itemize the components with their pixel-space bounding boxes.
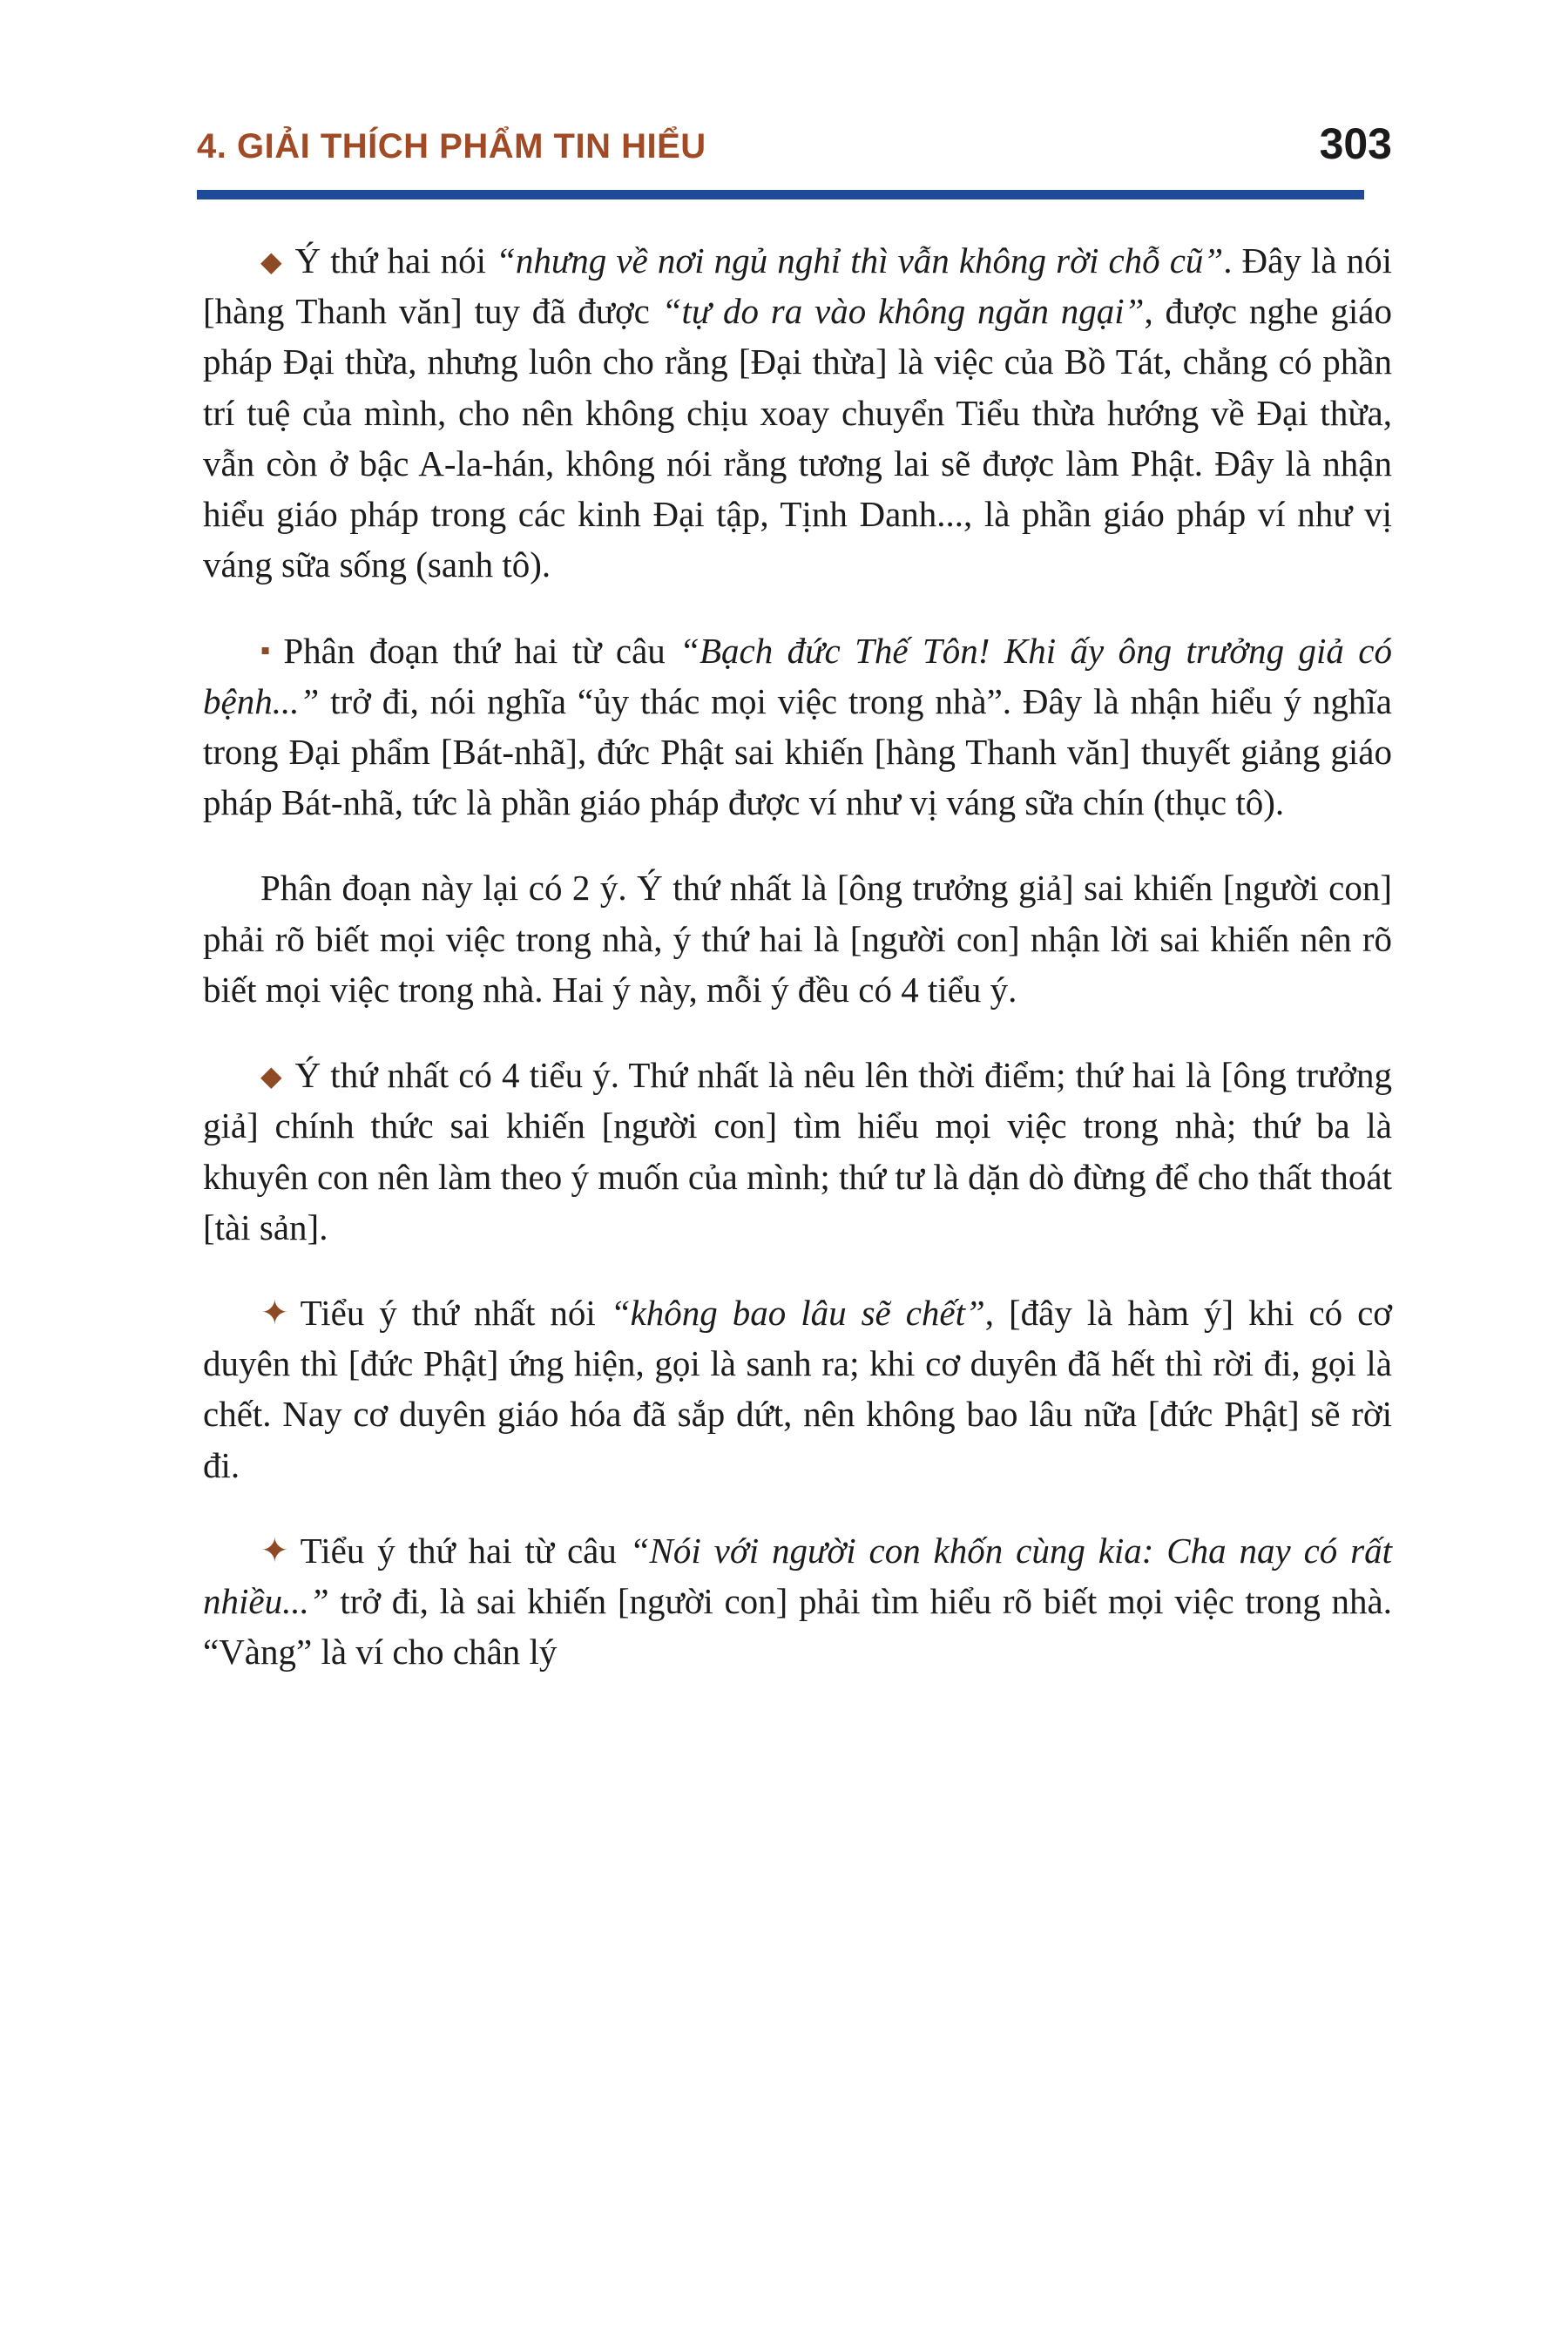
body-text-run: Tiểu ý thứ nhất nói bbox=[300, 1292, 611, 1333]
paragraph bbox=[203, 1288, 1392, 1490]
paragraph bbox=[203, 235, 1392, 591]
quoted-italic-text: “tự do ra vào không ngăn ngại” bbox=[661, 291, 1145, 332]
paragraph bbox=[203, 862, 1392, 1015]
body-text-run: , được nghe giáo pháp Đại thừa, nhưng luôn cho rằng [Đại thừa] là việc của Bồ Tát, chẳng có phần trí tuệ của mình, cho nên không chịu xoay chuyển Tiểu thừa hướng về Đại thừa, vẫn còn ở bậc A-la-hán, không nói rằng tương lai sẽ được làm Phật. Đây là nhận hiểu giáo pháp trong các kinh Đại tập, Tịnh Danh..., là phần giáo pháp ví như vị váng sữa sống (sanh tô). bbox=[203, 291, 1392, 585]
quoted-italic-text: “nhưng về nơi ngủ nghỉ thì vẫn không rời chỗ cũ” bbox=[496, 240, 1224, 280]
chapter-title: 4. GIẢI THÍCH PHẨM TIN HIỂU bbox=[197, 127, 706, 166]
body-text-run: Phân đoạn này lại có 2 ý. Ý thứ nhất là [ông trưởng giả] sai khiến [người con] phải rõ biết mọi việc trong nhà, ý thứ hai là [người con] nhận lời sai khiến nên rõ biết mọi việc trong nhà. Hai ý này, mỗi ý đều có 4 tiểu ý. bbox=[203, 868, 1392, 1010]
page-header bbox=[197, 119, 1392, 168]
star-bullet-icon: ✦ bbox=[260, 1532, 289, 1571]
body-paragraphs bbox=[203, 235, 1392, 1712]
page-number: 303 bbox=[1319, 119, 1392, 168]
body-text-run: . Đây là nói [hàng Thanh văn] tuy đã được bbox=[203, 240, 1392, 332]
diamond-bullet-icon: ◆ bbox=[260, 1061, 282, 1092]
body-text-run: trở đi, nói nghĩa “ủy thác mọi việc trong nhà”. Đây là nhận hiểu ý nghĩa trong Đại phẩm [Bát-nhã], đức Phật sai khiến [hàng Thanh văn] thuyết giảng giáo pháp Bát-nhã, tức là phần giáo pháp được ví như vị váng sữa chín (thục tô). bbox=[203, 680, 1392, 823]
quoted-italic-text: “không bao lâu sẽ chết” bbox=[610, 1292, 985, 1333]
body-text-run: , [đây là hàm ý] khi có cơ duyên thì [đức Phật] ứng hiện, gọi là sanh ra; khi cơ duyên đã hết thì rời đi, gọi là chết. Nay cơ duyên giáo hóa đã sắp dứt, nên không bao lâu nữa [đức Phật] sẽ rời đi. bbox=[203, 1292, 1392, 1485]
body-text-run: Ý thứ hai nói bbox=[294, 240, 497, 280]
paragraph bbox=[203, 1050, 1392, 1253]
star-bullet-icon: ✦ bbox=[260, 1294, 289, 1333]
quoted-italic-text: “Nói với người con khốn cùng kia: Cha nay có rất nhiều...” bbox=[203, 1530, 1392, 1622]
square-bullet-icon: ▪ bbox=[260, 635, 271, 666]
paragraph bbox=[203, 625, 1392, 828]
body-text-run: Tiểu ý thứ hai từ câu bbox=[300, 1530, 630, 1571]
paragraph bbox=[203, 1525, 1392, 1678]
body-text-run: Ý thứ nhất có 4 tiểu ý. Thứ nhất là nêu lên thời điểm; thứ hai là [ông trưởng giả] chính thức sai khiến [người con] tìm hiểu mọi việc trong nhà; thứ ba là khuyên con nên làm theo ý muốn của mình; thứ tư là dặn dò đừng để cho thất thoát [tài sản]. bbox=[203, 1055, 1392, 1247]
quoted-italic-text: “Bạch đức Thế Tôn! Khi ấy ông trưởng giả có bệnh...” bbox=[203, 630, 1392, 721]
body-text-run: Phân đoạn thứ hai từ câu bbox=[283, 630, 680, 671]
header-rule bbox=[197, 190, 1364, 199]
diamond-bullet-icon: ◆ bbox=[260, 247, 282, 278]
body-text-run: trở đi, là sai khiến [người con] phải tìm hiểu rõ biết mọi việc trong nhà. “Vàng” là ví cho chân lý bbox=[203, 1581, 1392, 1673]
